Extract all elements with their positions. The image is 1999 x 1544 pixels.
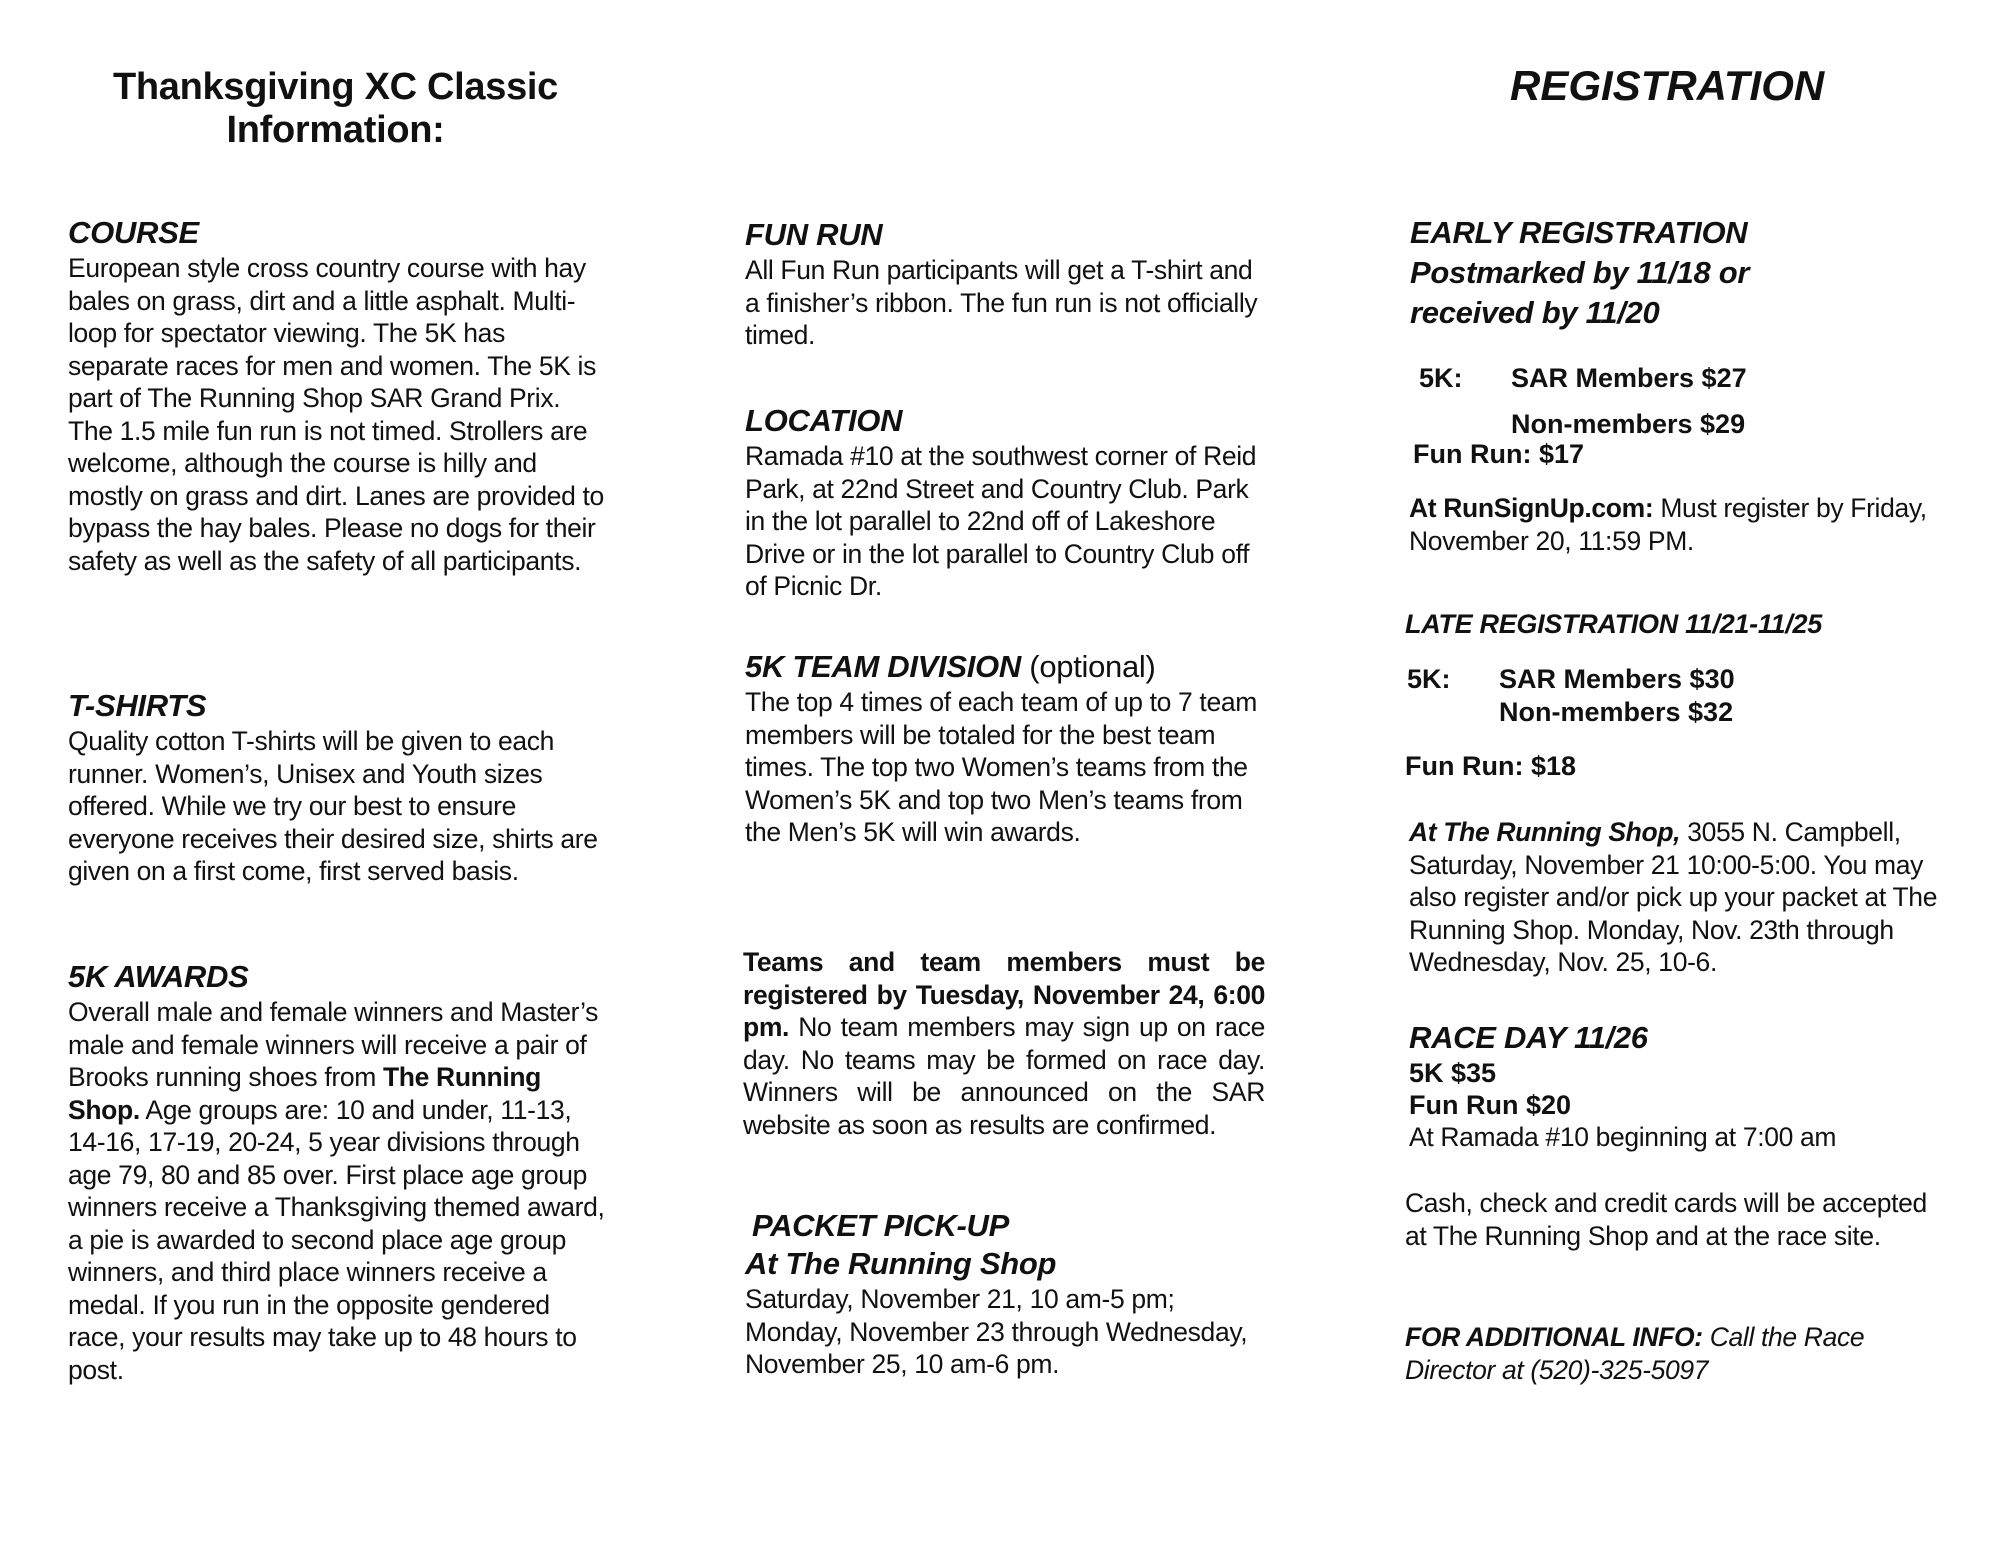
location-text: Ramada #10 at the southwest corner of Reid Park, at 22nd Street and Country Club. Park in the lot parallel to 22nd off of Lakeshore Drive or in the lot parallel to Country Club off of Picnic Dr. xyxy=(745,441,1257,601)
race-director-contact: Call the Race Director at (520)-325-5097 xyxy=(1405,1322,1865,1385)
early-prices xyxy=(1419,355,1919,447)
race-day-location: At Ramada #10 beginning at 7:00 am xyxy=(1409,1122,1837,1152)
team-deadline-text xyxy=(743,946,1265,1141)
race-day-heading: RACE DAY 11/26 xyxy=(1409,1020,1648,1055)
online-registration-text xyxy=(1409,492,1949,557)
awards-text-part2: Age groups are: 10 and under, 11-13, 14-16, 17-19, 20-24, 5 year divisions through age 79, 80 and 85 over. First place age group winners receive a Thanksgiving themed award, a pie is awarded to second place age group winners, and third place winners receive a medal. If you run in the opposite gendered race, your results may take up to 48 hours to post. xyxy=(68,1094,605,1385)
location-section xyxy=(745,402,1270,603)
additional-info-label: FOR ADDITIONAL INFO: xyxy=(1405,1322,1703,1352)
course-text: European style cross country course with hay bales on grass, dirt and a little asphalt. Multi-loop for spectator viewing. The 5K has separate races for men and women. The 5K is part of The Running Shop SAR Grand Prix. The 1.5 mile fun run is not timed. Strollers are welcome, although the course is hilly and mostly on grass and dirt. Lanes are provided to bypass the hay bales. Please no dogs for their safety as well as the safety of all participants. xyxy=(68,253,604,576)
registration-title: REGISTRATION xyxy=(1510,62,1825,109)
early-nonmembers-price: Non-members $29 xyxy=(1511,409,1746,439)
race-day-section xyxy=(1409,1019,1949,1154)
tshirts-heading: T-SHIRTS xyxy=(68,688,207,723)
early-heading-line3: received by 11/20 xyxy=(1410,295,1660,330)
running-shop-registration-text xyxy=(1409,816,1959,979)
early-5k-row xyxy=(1419,355,1919,401)
early-registration-heading xyxy=(1410,213,1930,333)
late-5k-row xyxy=(1407,663,1907,696)
running-shop-detail: 3055 N. Campbell, Saturday, November 21 10:00-5:00. You may also register and/or pick up your packet at The Running Shop. Monday, Nov. 23th through Wednesday, Nov. 25, 10-6. xyxy=(1409,817,1938,977)
location-heading: LOCATION xyxy=(745,403,903,438)
course-section xyxy=(68,214,608,577)
late-nonmembers-row xyxy=(1407,696,1907,729)
awards-shop-name: The Running Shop. xyxy=(68,1062,542,1125)
title-line-1: Thanksgiving XC Classic xyxy=(112,66,559,108)
early-heading-line2: Postmarked by 11/18 or xyxy=(1410,255,1750,290)
awards-text xyxy=(68,996,610,1386)
packet-section xyxy=(745,1207,1270,1381)
team-heading xyxy=(745,648,1265,686)
funrun-section xyxy=(745,216,1265,352)
team-section xyxy=(745,648,1265,849)
additional-info-text xyxy=(1405,1321,1945,1386)
early-members-price: SAR Members $27 xyxy=(1511,363,1747,393)
team-deadline-bold: Teams and team members must be registered by Tuesday, November 24, 6:00 pm. xyxy=(743,947,1265,1042)
tshirts-section xyxy=(68,687,608,888)
page-title xyxy=(68,66,603,152)
late-registration-heading: LATE REGISTRATION 11/21-11/25 xyxy=(1405,609,1822,639)
awards-heading: 5K AWARDS xyxy=(68,959,249,994)
online-registration-site: At RunSignUp.com: xyxy=(1409,493,1654,523)
team-heading-text: 5K TEAM DIVISION xyxy=(745,649,1021,684)
awards-section xyxy=(68,958,610,1386)
title-line-2: Information: xyxy=(226,109,445,151)
funrun-heading: FUN RUN xyxy=(745,217,883,252)
late-5k-label: 5K: xyxy=(1407,664,1451,694)
team-heading-note: (optional) xyxy=(1029,649,1156,684)
late-funrun-price: Fun Run: $18 xyxy=(1405,751,1577,781)
race-day-funrun-price: Fun Run $20 xyxy=(1409,1090,1572,1120)
tshirts-text: Quality cotton T-shirts will be given to each runner. Women’s, Unisex and Youth sizes offered. While we try our best to ensure everyone receives their desired size, shirts are given on a first come, first served basis. xyxy=(68,726,598,886)
late-prices xyxy=(1407,663,1907,729)
online-registration-detail: Must register by Friday, November 20, 11:59 PM. xyxy=(1409,493,1927,556)
early-5k-label: 5K: xyxy=(1419,363,1463,393)
team-deadline-rest: No team members may sign up on race day. No teams may be formed on race day. Winners will be announced on the SAR website as soon as results are confirmed. xyxy=(743,1012,1265,1140)
packet-subheading: At The Running Shop xyxy=(745,1246,1057,1281)
early-funrun-price: Fun Run: $17 xyxy=(1413,439,1585,469)
course-heading: COURSE xyxy=(68,215,199,250)
funrun-text: All Fun Run participants will get a T-shirt and a finisher’s ribbon. The fun run is not officially timed. xyxy=(745,255,1258,350)
early-heading-line1: EARLY REGISTRATION xyxy=(1410,215,1748,250)
late-members-price: SAR Members $30 xyxy=(1499,664,1735,694)
packet-text: Saturday, November 21, 10 am-5 pm; Monday, November 23 through Wednesday, November 25, 10 am-6 pm. xyxy=(745,1284,1248,1379)
late-nonmembers-price: Non-members $32 xyxy=(1499,697,1734,727)
awards-text-part1: Overall male and female winners and Master’s male and female winners will receive a pair of Brooks running shoes from xyxy=(68,997,599,1092)
team-text: The top 4 times of each team of up to 7 team members will be totaled for the best team times. The top two Women’s teams from the Women’s 5K and top two Men’s teams from the Men’s 5K will win awards. xyxy=(745,687,1257,847)
team-deadline-section xyxy=(743,946,1265,1141)
packet-heading: PACKET PICK-UP xyxy=(752,1208,1010,1243)
running-shop-label: At The Running Shop, xyxy=(1409,817,1681,847)
race-day-5k-price: 5K $35 xyxy=(1409,1058,1497,1088)
payment-methods-text: Cash, check and credit cards will be accepted at The Running Shop and at the race site. xyxy=(1405,1188,1927,1251)
